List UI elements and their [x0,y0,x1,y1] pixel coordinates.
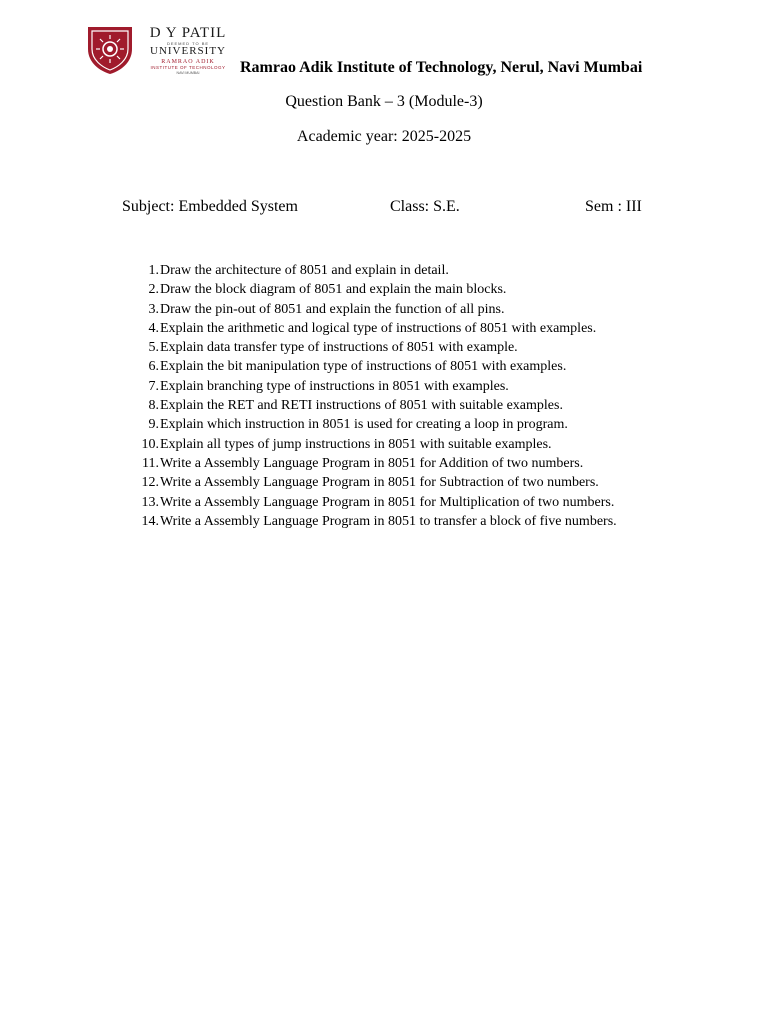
shield-emblem-icon [86,25,134,75]
list-item [130,396,617,415]
question-number: 14. [141,513,159,529]
list-item [130,280,617,299]
question-number: 11. [142,455,159,471]
question-number: 7. [148,378,159,394]
subject-label: Subject: Embedded System [122,198,298,215]
class-label: Class: S.E. [390,198,460,215]
logo-line-5: INSTITUTE OF TECHNOLOGY [150,65,226,70]
question-number: 5. [148,340,159,356]
question-number: 3. [148,301,159,317]
list-item [130,338,617,357]
university-logo [86,25,236,75]
question-list [130,261,617,531]
institute-name: Ramrao Adik Institute of Technology, Nerul, Navi Mumbai [240,59,643,76]
question-text: Explain the arithmetic and logical type of instructions of 8051 with examples. [160,320,597,336]
list-item [130,435,617,454]
question-text: Write a Assembly Language Program in 8051 to transfer a block of five numbers. [160,513,617,529]
list-item [130,493,617,512]
question-number: 1. [148,263,159,278]
list-item [130,415,617,434]
logo-line-4: RAMRAO ADIK [161,59,215,65]
question-number: 9. [148,417,159,433]
question-number: 8. [148,398,159,414]
question-text: Write a Assembly Language Program in 8051 for Subtraction of two numbers. [160,475,599,491]
list-item [130,319,617,338]
question-text: Draw the pin-out of 8051 and explain the function of all pins. [160,301,505,317]
logo-line-3: UNIVERSITY [150,45,226,57]
question-number: 4. [148,320,159,336]
question-text: Explain the RET and RETI instructions of 8051 with suitable examples. [160,398,563,414]
logo-line-2: DEEMED TO BE [166,41,210,46]
question-bank-title: Question Bank – 3 (Module-3) [285,93,483,110]
question-text: Explain branching type of instructions in 8051 with examples. [160,378,509,394]
question-text: Explain data transfer type of instructions of 8051 with example. [160,340,518,356]
question-text: Explain which instruction in 8051 is used for creating a loop in program. [160,417,568,433]
list-item [130,512,617,531]
question-text: Draw the architecture of 8051 and explain in detail. [160,263,449,278]
question-number: 12. [141,475,159,491]
question-number: 10. [141,436,159,452]
question-text: Write a Assembly Language Program in 8051 for Multiplication of two numbers. [160,494,615,510]
list-item [130,454,617,473]
question-number: 2. [148,282,159,298]
list-item [130,357,617,376]
list-item [130,300,617,319]
semester-label: Sem : III [585,198,642,215]
question-text: Explain the bit manipulation type of instructions of 8051 with examples. [160,359,567,375]
question-number: 13. [141,494,159,510]
list-item [130,261,617,280]
question-text: Draw the block diagram of 8051 and explain the main blocks. [160,282,507,298]
list-item [130,473,617,492]
question-number: 6. [148,359,159,375]
logo-line-6: NAVI MUMBAI [176,70,200,75]
academic-year: Academic year: 2025-2025 [296,128,472,145]
question-text: Explain all types of jump instructions in 8051 with suitable examples. [160,436,552,452]
logo-line-1: D Y PATIL [149,25,227,41]
list-item [130,377,617,396]
question-text: Write a Assembly Language Program in 8051 for Addition of two numbers. [160,455,584,471]
